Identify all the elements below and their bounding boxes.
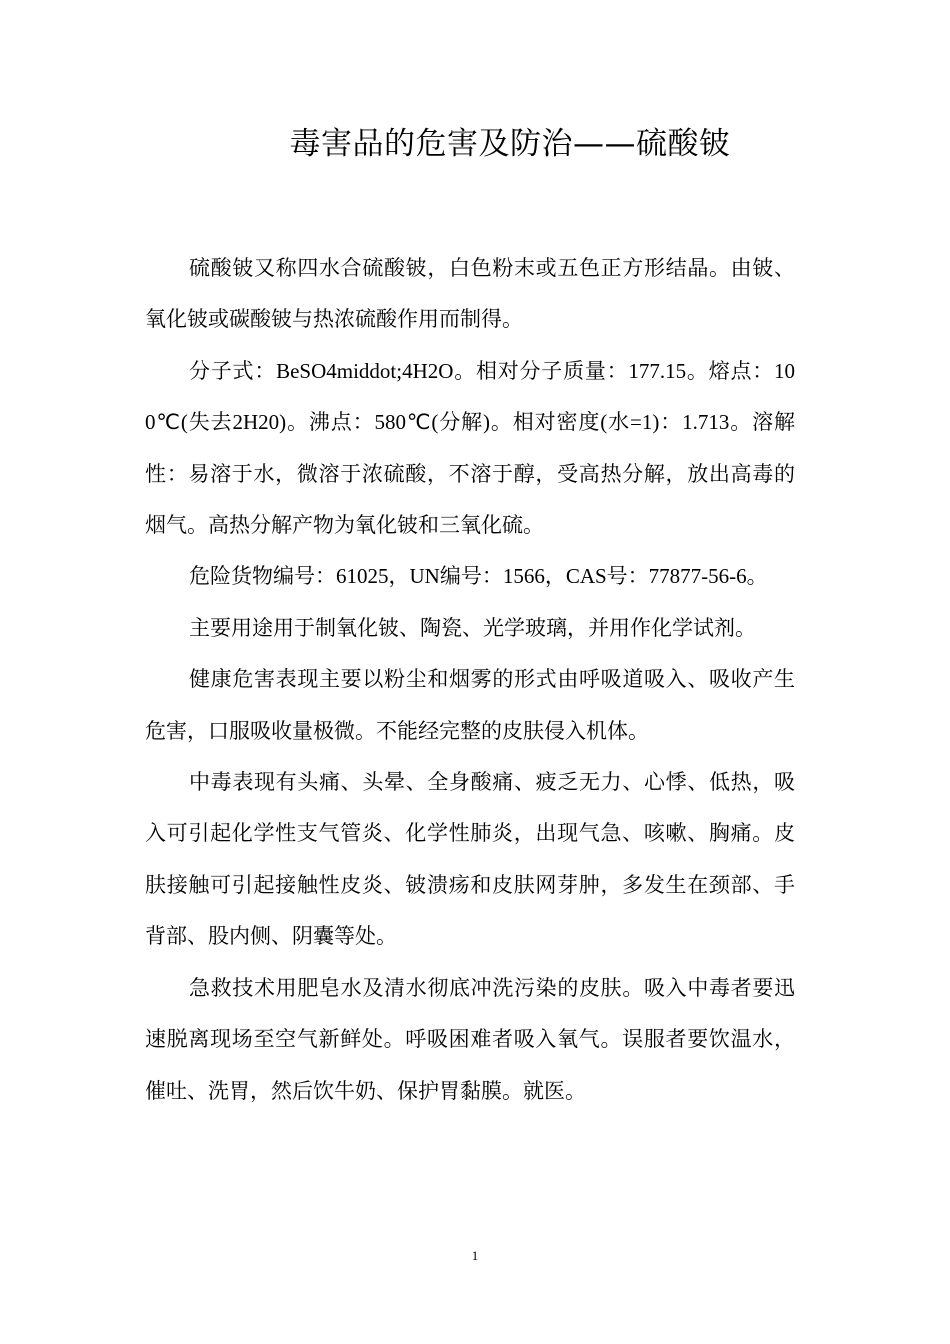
paragraph-health-hazards: 健康危害表现主要以粉尘和烟雾的形式由呼吸道吸入、吸收产生危害，口服吸收量极微。不能经完整的皮肤侵入机体。	[145, 667, 795, 743]
page-number: 1	[471, 1248, 479, 1263]
paragraph-uses: 主要用途用于制氧化铍、陶瓷、光学玻璃，并用作化学试剂。	[189, 615, 756, 640]
paragraph-description: 硫酸铍又称四水合硫酸铍，白色粉末或五色正方形结晶。由铍、氧化铍或碳酸铍与热浓硫酸作用而制得。	[145, 256, 795, 332]
paragraph-first-aid: 急救技术用肥皂水及清水彻底冲洗污染的皮肤。吸入中毒者要迅速脱离现场至空气新鲜处。呼吸困难者吸入氧气。误服者要饮温水，催吐、洗胃，然后饮牛奶、保护胃黏膜。就医。	[145, 975, 795, 1103]
paragraph-properties: 分子式：BeSO4middot;4H2O。相对分子质量：177.15。熔点：100℃(失去2H20)。沸点：580℃(分解)。相对密度(水=1)：1.713。溶解性：易溶于水，微溶于浓硫酸，不溶于醇，受高热分解，放出高毒的烟气。高热分解产物为氧化铍和三氧化硫。	[145, 358, 795, 538]
document-body	[145, 243, 795, 1117]
paragraph-symptoms: 中毒表现有头痛、头晕、全身酸痛、疲乏无力、心悸、低热，吸入可引起化学性支气管炎、化学性肺炎，出现气急、咳嗽、胸痛。皮肤接触可引起接触性皮炎、铍溃疡和皮肤网芽肿，多发生在颈部、手背部、股内侧、阴囊等处。	[145, 770, 795, 949]
paragraph-identifiers: 危险货物编号：61025，UN编号：1566，CAS号：77877-56-6。	[189, 564, 768, 589]
document-title: 毒害品的危害及防治——硫酸铍	[289, 126, 731, 162]
